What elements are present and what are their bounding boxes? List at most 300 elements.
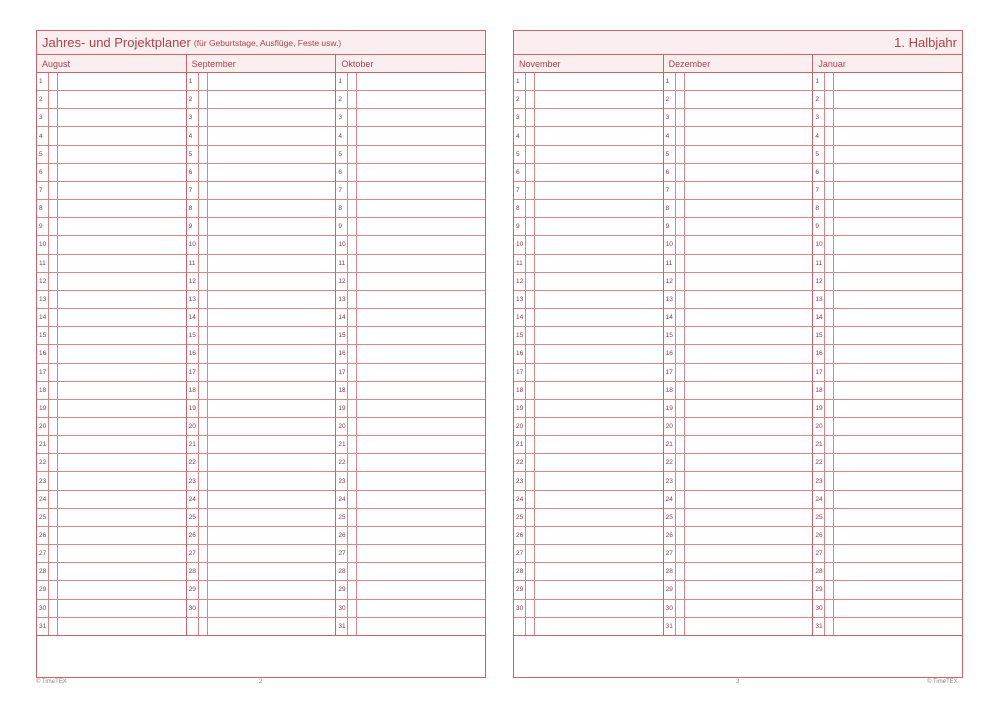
weekday-cell[interactable] <box>49 563 58 580</box>
entry-cell[interactable] <box>58 200 186 217</box>
weekday-cell[interactable] <box>526 309 535 326</box>
entry-cell[interactable] <box>357 454 485 471</box>
weekday-cell[interactable] <box>199 200 208 217</box>
weekday-cell[interactable] <box>199 345 208 362</box>
weekday-cell[interactable] <box>676 400 685 417</box>
weekday-cell[interactable] <box>825 273 834 290</box>
weekday-cell[interactable] <box>199 600 208 617</box>
entry-cell[interactable] <box>357 345 485 362</box>
entry-cell[interactable] <box>535 327 663 344</box>
entry-cell[interactable] <box>535 109 663 126</box>
entry-cell[interactable] <box>535 236 663 253</box>
entry-cell[interactable] <box>535 400 663 417</box>
weekday-cell[interactable] <box>676 345 685 362</box>
weekday-cell[interactable] <box>825 345 834 362</box>
entry-cell[interactable] <box>834 236 962 253</box>
weekday-cell[interactable] <box>348 218 357 235</box>
entry-cell[interactable] <box>357 182 485 199</box>
weekday-cell[interactable] <box>825 218 834 235</box>
weekday-cell[interactable] <box>676 291 685 308</box>
weekday-cell[interactable] <box>825 73 834 90</box>
entry-cell[interactable] <box>208 491 336 508</box>
entry-cell[interactable] <box>58 364 186 381</box>
entry-cell[interactable] <box>535 146 663 163</box>
weekday-cell[interactable] <box>199 255 208 272</box>
entry-cell[interactable] <box>685 236 813 253</box>
entry-cell[interactable] <box>208 581 336 598</box>
entry-cell[interactable] <box>357 600 485 617</box>
entry-cell[interactable] <box>208 182 336 199</box>
weekday-cell[interactable] <box>199 291 208 308</box>
weekday-cell[interactable] <box>676 364 685 381</box>
weekday-cell[interactable] <box>825 309 834 326</box>
weekday-cell[interactable] <box>348 291 357 308</box>
entry-cell[interactable] <box>685 400 813 417</box>
entry-cell[interactable] <box>685 109 813 126</box>
entry-cell[interactable] <box>357 200 485 217</box>
entry-cell[interactable] <box>834 618 962 635</box>
entry-cell[interactable] <box>208 618 336 635</box>
entry-cell[interactable] <box>357 491 485 508</box>
weekday-cell[interactable] <box>348 236 357 253</box>
entry-cell[interactable] <box>834 146 962 163</box>
entry-cell[interactable] <box>208 109 336 126</box>
weekday-cell[interactable] <box>199 454 208 471</box>
weekday-cell[interactable] <box>676 600 685 617</box>
entry-cell[interactable] <box>58 164 186 181</box>
entry-cell[interactable] <box>535 418 663 435</box>
weekday-cell[interactable] <box>676 91 685 108</box>
weekday-cell[interactable] <box>49 418 58 435</box>
entry-cell[interactable] <box>535 73 663 90</box>
weekday-cell[interactable] <box>348 527 357 544</box>
entry-cell[interactable] <box>208 509 336 526</box>
weekday-cell[interactable] <box>199 545 208 562</box>
weekday-cell[interactable] <box>676 509 685 526</box>
weekday-cell[interactable] <box>49 545 58 562</box>
entry-cell[interactable] <box>685 545 813 562</box>
weekday-cell[interactable] <box>348 345 357 362</box>
weekday-cell[interactable] <box>526 273 535 290</box>
weekday-cell[interactable] <box>526 618 535 635</box>
weekday-cell[interactable] <box>676 236 685 253</box>
weekday-cell[interactable] <box>49 581 58 598</box>
weekday-cell[interactable] <box>676 164 685 181</box>
weekday-cell[interactable] <box>199 436 208 453</box>
entry-cell[interactable] <box>208 345 336 362</box>
weekday-cell[interactable] <box>825 182 834 199</box>
entry-cell[interactable] <box>834 400 962 417</box>
entry-cell[interactable] <box>535 545 663 562</box>
weekday-cell[interactable] <box>676 382 685 399</box>
entry-cell[interactable] <box>535 127 663 144</box>
weekday-cell[interactable] <box>49 255 58 272</box>
weekday-cell[interactable] <box>199 491 208 508</box>
weekday-cell[interactable] <box>199 182 208 199</box>
entry-cell[interactable] <box>834 218 962 235</box>
entry-cell[interactable] <box>357 109 485 126</box>
entry-cell[interactable] <box>834 491 962 508</box>
weekday-cell[interactable] <box>49 364 58 381</box>
weekday-cell[interactable] <box>49 91 58 108</box>
weekday-cell[interactable] <box>49 73 58 90</box>
entry-cell[interactable] <box>58 291 186 308</box>
weekday-cell[interactable] <box>526 291 535 308</box>
weekday-cell[interactable] <box>348 273 357 290</box>
entry-cell[interactable] <box>208 127 336 144</box>
entry-cell[interactable] <box>685 218 813 235</box>
weekday-cell[interactable] <box>526 563 535 580</box>
entry-cell[interactable] <box>685 255 813 272</box>
entry-cell[interactable] <box>58 527 186 544</box>
weekday-cell[interactable] <box>825 364 834 381</box>
entry-cell[interactable] <box>535 345 663 362</box>
entry-cell[interactable] <box>834 327 962 344</box>
weekday-cell[interactable] <box>825 491 834 508</box>
entry-cell[interactable] <box>535 436 663 453</box>
entry-cell[interactable] <box>834 91 962 108</box>
weekday-cell[interactable] <box>348 182 357 199</box>
weekday-cell[interactable] <box>348 454 357 471</box>
entry-cell[interactable] <box>685 291 813 308</box>
entry-cell[interactable] <box>208 255 336 272</box>
entry-cell[interactable] <box>535 164 663 181</box>
entry-cell[interactable] <box>208 273 336 290</box>
weekday-cell[interactable] <box>526 545 535 562</box>
entry-cell[interactable] <box>834 545 962 562</box>
entry-cell[interactable] <box>357 73 485 90</box>
entry-cell[interactable] <box>357 273 485 290</box>
weekday-cell[interactable] <box>676 545 685 562</box>
weekday-cell[interactable] <box>199 91 208 108</box>
weekday-cell[interactable] <box>49 309 58 326</box>
entry-cell[interactable] <box>208 73 336 90</box>
weekday-cell[interactable] <box>348 545 357 562</box>
entry-cell[interactable] <box>834 200 962 217</box>
weekday-cell[interactable] <box>526 382 535 399</box>
entry-cell[interactable] <box>834 418 962 435</box>
entry-cell[interactable] <box>834 436 962 453</box>
weekday-cell[interactable] <box>676 436 685 453</box>
weekday-cell[interactable] <box>526 509 535 526</box>
weekday-cell[interactable] <box>676 618 685 635</box>
entry-cell[interactable] <box>208 527 336 544</box>
entry-cell[interactable] <box>535 491 663 508</box>
entry-cell[interactable] <box>58 182 186 199</box>
weekday-cell[interactable] <box>825 91 834 108</box>
weekday-cell[interactable] <box>825 563 834 580</box>
weekday-cell[interactable] <box>676 327 685 344</box>
weekday-cell[interactable] <box>526 91 535 108</box>
weekday-cell[interactable] <box>825 527 834 544</box>
entry-cell[interactable] <box>357 563 485 580</box>
weekday-cell[interactable] <box>348 563 357 580</box>
weekday-cell[interactable] <box>348 109 357 126</box>
entry-cell[interactable] <box>208 472 336 489</box>
weekday-cell[interactable] <box>49 127 58 144</box>
weekday-cell[interactable] <box>676 182 685 199</box>
entry-cell[interactable] <box>58 581 186 598</box>
entry-cell[interactable] <box>834 109 962 126</box>
notes-area[interactable] <box>514 636 962 678</box>
weekday-cell[interactable] <box>49 400 58 417</box>
weekday-cell[interactable] <box>49 146 58 163</box>
weekday-cell[interactable] <box>199 164 208 181</box>
entry-cell[interactable] <box>535 454 663 471</box>
weekday-cell[interactable] <box>825 382 834 399</box>
entry-cell[interactable] <box>685 364 813 381</box>
entry-cell[interactable] <box>58 600 186 617</box>
entry-cell[interactable] <box>685 527 813 544</box>
entry-cell[interactable] <box>834 600 962 617</box>
weekday-cell[interactable] <box>348 255 357 272</box>
entry-cell[interactable] <box>58 345 186 362</box>
weekday-cell[interactable] <box>676 255 685 272</box>
weekday-cell[interactable] <box>348 491 357 508</box>
weekday-cell[interactable] <box>199 472 208 489</box>
weekday-cell[interactable] <box>199 109 208 126</box>
entry-cell[interactable] <box>685 436 813 453</box>
entry-cell[interactable] <box>685 73 813 90</box>
entry-cell[interactable] <box>208 400 336 417</box>
weekday-cell[interactable] <box>348 309 357 326</box>
weekday-cell[interactable] <box>49 291 58 308</box>
entry-cell[interactable] <box>685 327 813 344</box>
entry-cell[interactable] <box>685 382 813 399</box>
weekday-cell[interactable] <box>49 472 58 489</box>
weekday-cell[interactable] <box>348 364 357 381</box>
weekday-cell[interactable] <box>676 200 685 217</box>
weekday-cell[interactable] <box>49 109 58 126</box>
weekday-cell[interactable] <box>348 382 357 399</box>
weekday-cell[interactable] <box>348 418 357 435</box>
entry-cell[interactable] <box>357 436 485 453</box>
entry-cell[interactable] <box>58 255 186 272</box>
entry-cell[interactable] <box>535 509 663 526</box>
weekday-cell[interactable] <box>825 418 834 435</box>
weekday-cell[interactable] <box>348 472 357 489</box>
weekday-cell[interactable] <box>49 200 58 217</box>
entry-cell[interactable] <box>834 454 962 471</box>
entry-cell[interactable] <box>685 127 813 144</box>
entry-cell[interactable] <box>208 200 336 217</box>
entry-cell[interactable] <box>58 218 186 235</box>
entry-cell[interactable] <box>357 146 485 163</box>
entry-cell[interactable] <box>58 418 186 435</box>
entry-cell[interactable] <box>834 581 962 598</box>
entry-cell[interactable] <box>685 581 813 598</box>
weekday-cell[interactable] <box>348 327 357 344</box>
entry-cell[interactable] <box>208 291 336 308</box>
entry-cell[interactable] <box>357 218 485 235</box>
entry-cell[interactable] <box>834 164 962 181</box>
weekday-cell[interactable] <box>526 218 535 235</box>
entry-cell[interactable] <box>208 91 336 108</box>
entry-cell[interactable] <box>834 291 962 308</box>
weekday-cell[interactable] <box>676 454 685 471</box>
weekday-cell[interactable] <box>825 472 834 489</box>
weekday-cell[interactable] <box>49 218 58 235</box>
weekday-cell[interactable] <box>49 182 58 199</box>
entry-cell[interactable] <box>535 255 663 272</box>
weekday-cell[interactable] <box>49 618 58 635</box>
entry-cell[interactable] <box>834 345 962 362</box>
weekday-cell[interactable] <box>348 200 357 217</box>
weekday-cell[interactable] <box>526 255 535 272</box>
entry-cell[interactable] <box>357 236 485 253</box>
entry-cell[interactable] <box>357 545 485 562</box>
entry-cell[interactable] <box>685 418 813 435</box>
weekday-cell[interactable] <box>199 309 208 326</box>
weekday-cell[interactable] <box>199 218 208 235</box>
weekday-cell[interactable] <box>825 400 834 417</box>
weekday-cell[interactable] <box>49 273 58 290</box>
entry-cell[interactable] <box>535 618 663 635</box>
weekday-cell[interactable] <box>526 236 535 253</box>
entry-cell[interactable] <box>535 527 663 544</box>
entry-cell[interactable] <box>357 309 485 326</box>
entry-cell[interactable] <box>58 472 186 489</box>
weekday-cell[interactable] <box>348 91 357 108</box>
entry-cell[interactable] <box>208 327 336 344</box>
weekday-cell[interactable] <box>676 73 685 90</box>
weekday-cell[interactable] <box>676 109 685 126</box>
entry-cell[interactable] <box>208 364 336 381</box>
weekday-cell[interactable] <box>676 146 685 163</box>
weekday-cell[interactable] <box>676 127 685 144</box>
entry-cell[interactable] <box>208 545 336 562</box>
entry-cell[interactable] <box>357 382 485 399</box>
entry-cell[interactable] <box>208 418 336 435</box>
entry-cell[interactable] <box>535 472 663 489</box>
entry-cell[interactable] <box>58 509 186 526</box>
weekday-cell[interactable] <box>199 418 208 435</box>
weekday-cell[interactable] <box>199 364 208 381</box>
entry-cell[interactable] <box>208 146 336 163</box>
entry-cell[interactable] <box>58 436 186 453</box>
weekday-cell[interactable] <box>49 527 58 544</box>
weekday-cell[interactable] <box>348 436 357 453</box>
entry-cell[interactable] <box>58 91 186 108</box>
weekday-cell[interactable] <box>526 527 535 544</box>
weekday-cell[interactable] <box>825 255 834 272</box>
weekday-cell[interactable] <box>49 345 58 362</box>
weekday-cell[interactable] <box>199 236 208 253</box>
entry-cell[interactable] <box>208 600 336 617</box>
weekday-cell[interactable] <box>49 600 58 617</box>
weekday-cell[interactable] <box>526 127 535 144</box>
weekday-cell[interactable] <box>676 563 685 580</box>
entry-cell[interactable] <box>208 382 336 399</box>
weekday-cell[interactable] <box>825 545 834 562</box>
weekday-cell[interactable] <box>825 327 834 344</box>
weekday-cell[interactable] <box>825 109 834 126</box>
weekday-cell[interactable] <box>526 182 535 199</box>
weekday-cell[interactable] <box>825 509 834 526</box>
weekday-cell[interactable] <box>348 146 357 163</box>
entry-cell[interactable] <box>834 382 962 399</box>
entry-cell[interactable] <box>208 436 336 453</box>
entry-cell[interactable] <box>834 509 962 526</box>
weekday-cell[interactable] <box>825 146 834 163</box>
weekday-cell[interactable] <box>199 563 208 580</box>
entry-cell[interactable] <box>834 563 962 580</box>
entry-cell[interactable] <box>58 400 186 417</box>
entry-cell[interactable] <box>834 73 962 90</box>
weekday-cell[interactable] <box>526 581 535 598</box>
weekday-cell[interactable] <box>348 73 357 90</box>
entry-cell[interactable] <box>357 291 485 308</box>
entry-cell[interactable] <box>685 91 813 108</box>
entry-cell[interactable] <box>685 345 813 362</box>
weekday-cell[interactable] <box>825 164 834 181</box>
weekday-cell[interactable] <box>676 472 685 489</box>
entry-cell[interactable] <box>357 127 485 144</box>
entry-cell[interactable] <box>535 273 663 290</box>
entry-cell[interactable] <box>208 454 336 471</box>
weekday-cell[interactable] <box>348 509 357 526</box>
entry-cell[interactable] <box>685 273 813 290</box>
entry-cell[interactable] <box>834 527 962 544</box>
entry-cell[interactable] <box>535 581 663 598</box>
entry-cell[interactable] <box>357 618 485 635</box>
entry-cell[interactable] <box>685 200 813 217</box>
entry-cell[interactable] <box>58 146 186 163</box>
entry-cell[interactable] <box>208 218 336 235</box>
weekday-cell[interactable] <box>348 600 357 617</box>
entry-cell[interactable] <box>685 509 813 526</box>
weekday-cell[interactable] <box>348 127 357 144</box>
weekday-cell[interactable] <box>526 364 535 381</box>
entry-cell[interactable] <box>58 73 186 90</box>
entry-cell[interactable] <box>685 472 813 489</box>
entry-cell[interactable] <box>58 109 186 126</box>
entry-cell[interactable] <box>685 309 813 326</box>
entry-cell[interactable] <box>58 309 186 326</box>
entry-cell[interactable] <box>58 545 186 562</box>
entry-cell[interactable] <box>208 164 336 181</box>
entry-cell[interactable] <box>357 400 485 417</box>
entry-cell[interactable] <box>834 472 962 489</box>
entry-cell[interactable] <box>535 309 663 326</box>
entry-cell[interactable] <box>58 454 186 471</box>
weekday-cell[interactable] <box>825 291 834 308</box>
entry-cell[interactable] <box>357 509 485 526</box>
entry-cell[interactable] <box>535 91 663 108</box>
entry-cell[interactable] <box>58 563 186 580</box>
entry-cell[interactable] <box>685 454 813 471</box>
weekday-cell[interactable] <box>348 581 357 598</box>
entry-cell[interactable] <box>834 255 962 272</box>
weekday-cell[interactable] <box>199 273 208 290</box>
weekday-cell[interactable] <box>526 491 535 508</box>
weekday-cell[interactable] <box>526 418 535 435</box>
weekday-cell[interactable] <box>199 73 208 90</box>
weekday-cell[interactable] <box>676 309 685 326</box>
weekday-cell[interactable] <box>676 527 685 544</box>
weekday-cell[interactable] <box>526 327 535 344</box>
entry-cell[interactable] <box>834 273 962 290</box>
entry-cell[interactable] <box>357 527 485 544</box>
weekday-cell[interactable] <box>825 436 834 453</box>
entry-cell[interactable] <box>834 309 962 326</box>
entry-cell[interactable] <box>357 418 485 435</box>
weekday-cell[interactable] <box>49 454 58 471</box>
entry-cell[interactable] <box>685 563 813 580</box>
weekday-cell[interactable] <box>49 236 58 253</box>
entry-cell[interactable] <box>535 200 663 217</box>
weekday-cell[interactable] <box>526 400 535 417</box>
